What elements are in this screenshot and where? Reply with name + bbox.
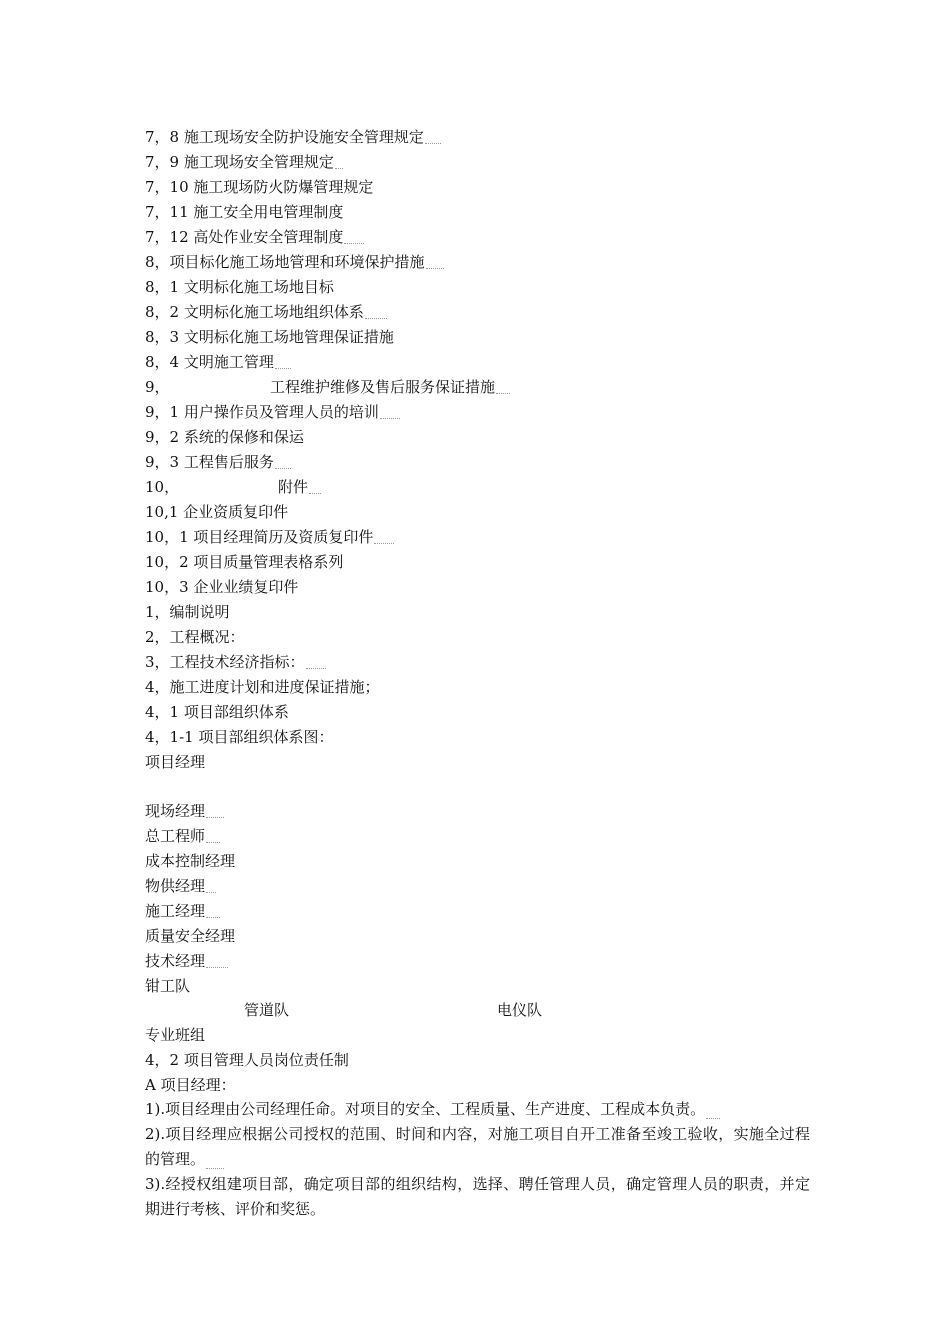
toc-line: 10，2 项目质量管理表格系列: [145, 553, 344, 571]
section-heading: 3，工程技术经济指标：: [145, 653, 326, 672]
org-chart-node: 总工程师: [145, 827, 220, 846]
org-chart-node: 技术经理: [145, 952, 228, 971]
org-chart-node: 钳工队: [145, 977, 191, 995]
org-chart-node: 项目经理: [145, 753, 206, 771]
toc-line-number: 10，: [145, 478, 180, 496]
org-chart-node: 质量安全经理: [145, 927, 236, 945]
toc-line: 7，11 施工安全用电管理制度: [145, 203, 344, 221]
toc-line: 10，3 企业业绩复印件: [145, 578, 299, 596]
toc-line-number: 9，: [145, 378, 170, 396]
org-chart-node: 电仪队: [497, 1001, 543, 1019]
toc-line: 9，1 用户操作员及管理人员的培训: [145, 403, 400, 422]
toc-line: 9，2 系统的保修和保运: [145, 428, 304, 446]
toc-line-title: 工程维护维修及售后服务保证措施: [270, 378, 510, 397]
toc-line: 10,1 企业资质复印件: [145, 503, 289, 521]
section-heading: 4，1-1 项目部组织体系图：: [145, 728, 334, 746]
org-chart-node: 现场经理: [145, 802, 224, 821]
toc-line: 9，3 工程售后服务: [145, 453, 291, 472]
subsection-heading: A 项目经理：: [145, 1076, 236, 1094]
org-chart-node: 管道队: [244, 1001, 290, 1019]
toc-line: 10，1 项目经理简历及资质复印件: [145, 528, 394, 547]
toc-line: 7，8 施工现场安全防护设施安全管理规定: [145, 128, 441, 147]
toc-line: 8，3 文明标化施工场地管理保证措施: [145, 328, 394, 346]
section-heading: 4，1 项目部组织体系: [145, 703, 289, 721]
org-chart-node: 成本控制经理: [145, 852, 236, 870]
toc-line: 8，2 文明标化施工场地组织体系: [145, 303, 387, 322]
org-chart-node: 专业班组: [145, 1026, 206, 1044]
toc-line: 8，1 文明标化施工场地目标: [145, 278, 334, 296]
org-chart-node: 物供经理: [145, 877, 216, 896]
duty-paragraph: 1).项目经理由公司经理任命。对项目的安全、工程质量、生产进度、工程成本负责。: [145, 1097, 810, 1122]
toc-line: 8，4 文明施工管理: [145, 353, 291, 372]
section-heading: 2，工程概况：: [145, 628, 245, 646]
section-heading: 4，施工进度计划和进度保证措施；: [145, 678, 380, 696]
toc-line: 7，9 施工现场安全管理规定: [145, 153, 343, 172]
section-heading: 4，2 项目管理人员岗位责任制: [145, 1051, 349, 1069]
org-chart-node: 施工经理: [145, 902, 220, 921]
section-heading: 1，编制说明: [145, 603, 230, 621]
duty-paragraph: 2).项目经理应根据公司授权的范围、时间和内容，对施工项目自开工准备至竣工验收，实施全过程的管理。: [145, 1125, 810, 1168]
toc-line-title: 附件: [278, 478, 321, 497]
toc-line: 7，12 高处作业安全管理制度: [145, 228, 364, 247]
toc-line: 8，项目标化施工场地管理和环境保护措施: [145, 253, 444, 272]
toc-line: 7，10 施工现场防火防爆管理规定: [145, 178, 374, 196]
duty-paragraph: 3).经授权组建项目部，确定项目部的组织结构，选择、聘任管理人员，确定管理人员的职责，并定期进行考核、评价和奖惩。: [145, 1175, 810, 1218]
